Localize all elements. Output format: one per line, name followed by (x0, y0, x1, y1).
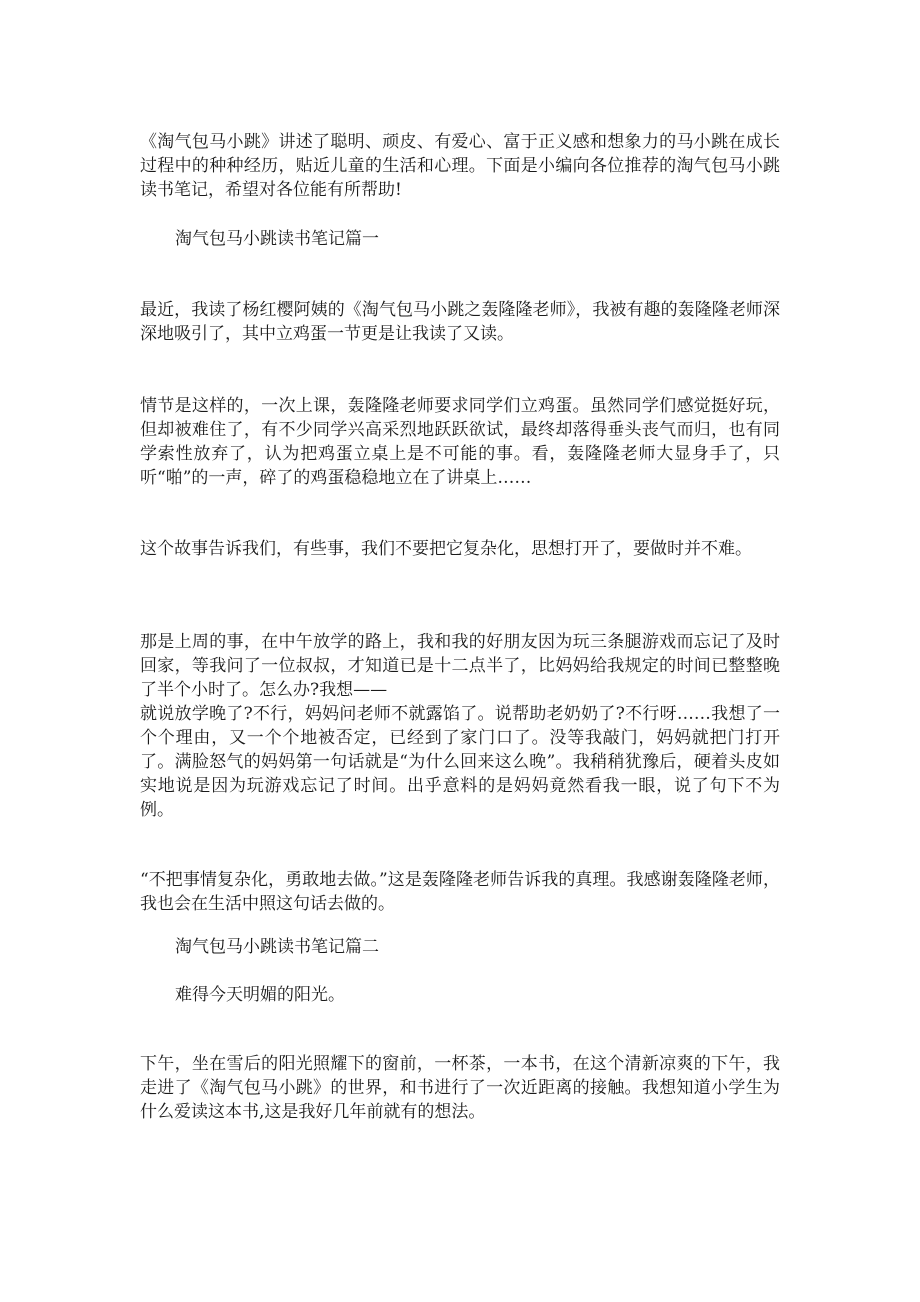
paragraph-5: 就说放学晚了?不行，妈妈问老师不就露馅了。说帮助老奶奶了?不行呀……我想了一个个理由，又一个个地被否定，已经到了家门口了。没等我敲门，妈妈就把门打开了。满脸怒气的妈妈第一句话就是“为什么回来这么晚”。我稍稍犹豫后，硬着头皮如实地说是因为玩游戏忘记了时间。出乎意料的是妈妈竟然看我一眼，说了句下不为例。 (140, 704, 780, 820)
paragraph-3: 这个故事告诉我们，有些事，我们不要把它复杂化，思想打开了，要做时并不难。 (140, 539, 752, 559)
paragraph-2: 情节是这样的，一次上课，轰隆隆老师要求同学们立鸡蛋。虽然同学们感觉挺好玩，但却被难住了，有不少同学兴高采烈地跃跃欲试，最终却落得垂头丧气而归，也有同学索性放弃了，认为把鸡蛋立桌上是不可能的事。看，轰隆隆老师大显身手了，只听“啪”的一声，碎了的鸡蛋稳稳地立在了讲桌上…… (140, 396, 780, 488)
paragraph-8: 下午，坐在雪后的阳光照耀下的窗前，一杯茶，一本书，在这个清新凉爽的下午，我走进了《淘气包马小跳》的世界，和书进行了一次近距离的接触。我想知道小学生为什么爱读这本书,这是我好几年前就有的想法。 (140, 1054, 780, 1122)
section-two-title: 淘气包马小跳读书笔记篇二 (175, 937, 379, 957)
paragraph-6: “不把事情复杂化，勇敢地去做。”这是轰隆隆老师告诉我的真理。我感谢轰隆隆老师，我也会在生活中照这句话去做的。 (140, 870, 780, 914)
paragraph-7: 难得今天明媚的阳光。 (175, 985, 345, 1005)
paragraph-4: 那是上周的事，在中午放学的路上，我和我的好朋友因为玩三条腿游戏而忘记了及时回家，等我问了一位叔叔，才知道已是十二点半了，比妈妈给我规定的时间已整整晚了半个小时了。怎么办?我想—— (140, 632, 780, 700)
intro-paragraph: 《淘气包马小跳》讲述了聪明、顽皮、有爱心、富于正义感和想象力的马小跳在成长过程中的种种经历，贴近儿童的生活和心理。下面是小编向各位推荐的淘气包马小跳读书笔记，希望对各位能有所帮助! (140, 132, 780, 200)
paragraph-1: 最近，我读了杨红樱阿姨的《淘气包马小跳之轰隆隆老师》，我被有趣的轰隆隆老师深深地吸引了，其中立鸡蛋一节更是让我读了又读。 (140, 300, 780, 344)
section-one-title: 淘气包马小跳读书笔记篇一 (175, 229, 379, 249)
